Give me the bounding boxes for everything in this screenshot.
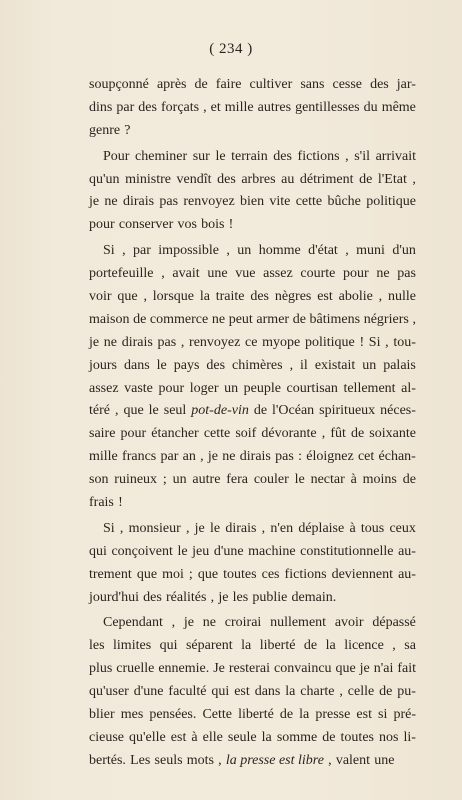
paragraph — [89, 146, 416, 238]
text-line: blier mes pensées. Cette liberté de la presse est si pré- — [89, 707, 416, 723]
paragraph — [89, 240, 416, 515]
text-line: soupçonné après de faire cultiver sans cesse des jar- — [89, 77, 416, 92]
text-line: qui conçoivent le jeu d'une machine constitutionnelle au- — [89, 543, 416, 559]
text-line: plus cruelle ennemie. Je resterai convaincu que je n'ai fait — [89, 661, 416, 677]
text-line: je ne dirais pas renvoyez bien vite cette bûche politique — [89, 194, 416, 210]
text-line: frais ! — [89, 495, 123, 511]
text-line: assez vaste pour loger un peuple courtisan tellement al- — [89, 380, 416, 396]
body-text — [89, 74, 416, 776]
paragraph — [89, 74, 416, 143]
text-line: Cependant , je ne croirai nullement avoir dépassé — [103, 615, 416, 631]
text-line: mille francs par an , je ne dirais pas : éloignez cet échan- — [89, 449, 416, 465]
text-line: les limites qui séparent la liberté de la licence , sa — [89, 638, 416, 654]
text-line: téré , que le seul pot-de-vin de l'Océan spiritueux néces- — [89, 403, 416, 419]
text-line: saire pour étancher cette soif dévorante , fût de soixante — [89, 426, 416, 442]
text-line: jourd'hui des réalités , je les publie demain. — [89, 589, 337, 605]
page-number: ( 234 ) — [209, 41, 253, 57]
text-line: qu'user d'une faculté qui est dans la charte , celle de pu- — [89, 684, 416, 700]
text-line: cieuse qu'elle est à elle seule la somme de toutes nos li- — [89, 729, 416, 745]
text-line: jours dans le pays des chimères , il existait un palais — [89, 357, 416, 373]
paragraph — [89, 518, 416, 610]
text-line: qu'un ministre vendît des arbres au détriment de l'Etat , — [89, 171, 416, 187]
text-line: pour conserver vos bois ! — [89, 217, 234, 233]
text-line: maison de commerce ne peut armer de bâtimens négriers , — [89, 311, 416, 327]
text-line: dins par des forçats , et mille autres gentillesses du même — [89, 99, 416, 115]
text-line: bertés. Les seuls mots , la presse est libre , valent une — [89, 752, 395, 768]
text-line: Pour cheminer sur le terrain des fictions , s'il arrivait — [103, 148, 416, 164]
text-line: genre ? — [89, 122, 131, 138]
text-line: Si , par impossible , un homme d'état , muni d'un — [103, 243, 416, 259]
text-line: Si , monsieur , je le dirais , n'en déplaise à tous ceux — [103, 520, 416, 536]
text-line: son ruineux ; un autre fera couler le nectar à moins de — [89, 472, 416, 488]
text-line: je ne dirais pas , renvoyez ce myope politique ! Si , tou- — [89, 334, 416, 350]
text-line: portefeuille , avait une vue assez courte pour ne pas — [89, 266, 416, 282]
text-line: trement que moi ; que toutes ces fictions deviennent au- — [89, 566, 416, 582]
paragraph — [89, 612, 416, 772]
text-line: voir que , lorsque la traite des nègres est abolie , nulle — [89, 289, 416, 305]
